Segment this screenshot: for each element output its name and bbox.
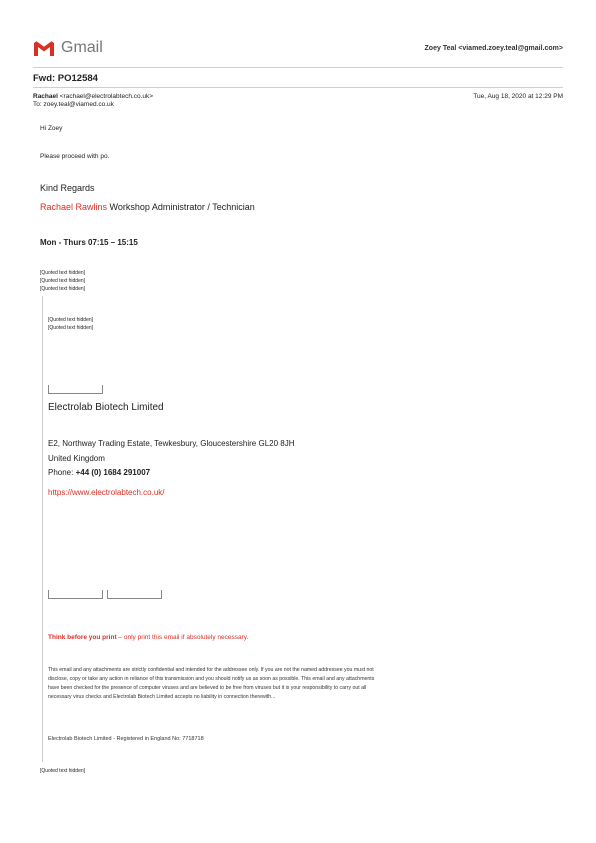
company-address: E2, Northway Trading Estate, Tewkesbury, Gloucestershire GL20 8JH bbox=[48, 439, 295, 448]
sender-line bbox=[33, 93, 153, 100]
signature-line bbox=[40, 202, 255, 212]
quoted-text-toggle[interactable]: [Quoted text hidden] bbox=[40, 270, 86, 276]
quoted-text-toggle[interactable]: [Quoted text hidden] bbox=[40, 278, 86, 284]
registration-notice: Electrolab Biotech Limited - Registered in England No: 7718718 bbox=[48, 736, 204, 742]
account-email: Zoey Teal <viamed.zoey.teal@gmail.com> bbox=[424, 45, 563, 52]
company-phone bbox=[48, 468, 150, 477]
signature-title: Workshop Administrator / Technician bbox=[107, 202, 255, 212]
print-notice bbox=[48, 634, 248, 641]
print-notice-bold: Think before you print bbox=[48, 634, 117, 641]
print-notice-text: – only print this email if absolutely necessary. bbox=[116, 634, 249, 641]
company-name: Electrolab Biotech Limited bbox=[48, 402, 164, 413]
phone-label: Phone: bbox=[48, 468, 76, 477]
quoted-text-toggle[interactable]: [Quoted text hidden] bbox=[40, 768, 86, 774]
greeting: Hi Zoey bbox=[40, 125, 63, 132]
sender-address[interactable]: <rachael@electrolabtech.co.uk> bbox=[59, 93, 154, 100]
gmail-logo-icon bbox=[33, 40, 55, 57]
email-subject: Fwd: PO12584 bbox=[33, 73, 98, 84]
image-placeholder bbox=[48, 385, 103, 394]
signature-name: Rachael Rawlins bbox=[40, 202, 108, 212]
quote-bar bbox=[42, 296, 43, 762]
message-text: Please proceed with po. bbox=[40, 153, 110, 160]
gmail-wordmark: Gmail bbox=[61, 39, 103, 56]
working-hours: Mon - Thurs 07:15 – 15:15 bbox=[40, 238, 138, 247]
sender-name: Rachael bbox=[33, 93, 58, 100]
image-placeholder bbox=[48, 590, 103, 599]
quoted-text-toggle[interactable]: [Quoted text hidden] bbox=[48, 325, 94, 331]
recipient-line: To: zoey.teal@viamed.co.uk bbox=[33, 101, 114, 108]
company-country: United Kingdom bbox=[48, 454, 105, 463]
disclaimer-text: This email and any attachments are strictly confidential and intended for the addressee only. If you are not the named addressee you must not disclose, copy or take any action in reliance of this transmission and you should notify us as soon as possible. This email and any attachments have been checked for the presence of computer viruses and are believed to be free from viruses but it is your responsibility to carry out all necessary virus checks and Electrolab Biotech Limited accepts no liability in connection therewith... bbox=[48, 667, 375, 700]
website-link[interactable]: https://www.electrolabtech.co.uk/ bbox=[48, 488, 165, 497]
phone-number: +44 (0) 1684 291007 bbox=[75, 468, 151, 477]
email-date: Tue, Aug 18, 2020 at 12:29 PM bbox=[473, 93, 563, 100]
image-placeholder bbox=[107, 590, 162, 599]
closing: Kind Regards bbox=[40, 183, 95, 193]
subject-divider bbox=[33, 87, 563, 88]
quoted-text-toggle[interactable]: [Quoted text hidden] bbox=[40, 286, 86, 292]
header-divider bbox=[33, 67, 563, 68]
quoted-text-toggle[interactable]: [Quoted text hidden] bbox=[48, 317, 94, 323]
